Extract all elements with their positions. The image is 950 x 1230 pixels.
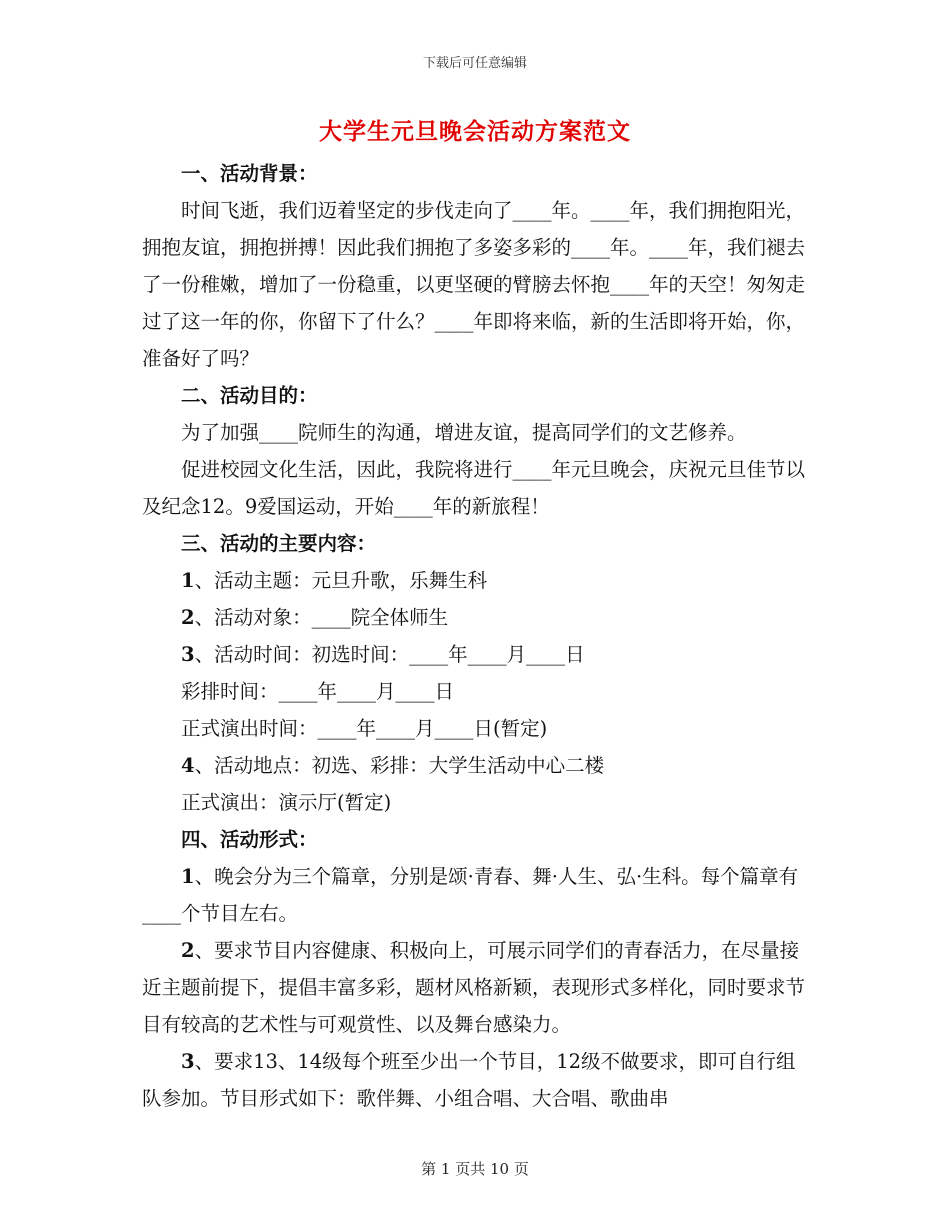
item-text: 、活动对象：____院全体师生	[194, 606, 449, 629]
item-text: 、活动主题：元旦升歌，乐舞生科	[194, 569, 488, 592]
item-text: 、活动时间：初选时间：____年____月____日	[194, 643, 585, 666]
paragraph: 促进校园文化生活，因此，我院将进行____年元旦晚会，庆祝元旦佳节以及纪念12。9爱国运动，开始____年的新旅程！	[142, 458, 806, 518]
list-item	[142, 932, 812, 1043]
item-number: 3	[181, 643, 195, 666]
item-number: 1	[181, 865, 195, 888]
item-text: 彩排时间：____年____月____日	[181, 680, 455, 703]
item-text: 正式演出：演示厅(暂定)	[181, 791, 392, 814]
item-number: 2	[181, 939, 195, 962]
list-item	[142, 599, 812, 636]
item-text: 、要求13、14级每个班至少出一个节目，12级不做要求，即可自行组队参加。节目形式如下：歌伴舞、小组合唱、大合唱、歌曲串	[142, 1050, 796, 1110]
paragraph: 时间飞逝，我们迈着坚定的步伐走向了____年。____年，我们拥抱阳光，拥抱友谊，拥抱拼搏！因此我们拥抱了多姿多彩的____年。____年，我们褪去了一份稚嫩，增加了一份稳重，以更坚硬的臂膀去怀抱____年的天空！匆匆走过了这一年的你，你留下了什么？____年即将来临，新的生活即将开始，你，准备好了吗？	[142, 199, 806, 370]
item-number: 2	[181, 606, 195, 629]
item-text: 、要求节目内容健康、积极向上，可展示同学们的青春活力，在尽量接近主题前提下，提倡丰富多彩，题材风格新颖，表现形式多样化，同时要求节目有较高的艺术性与可观赏性、以及舞台感染力。	[142, 939, 806, 1036]
item-text: 正式演出时间：____年____月____日(暂定)	[181, 717, 548, 740]
section-heading: 一、活动背景：	[181, 162, 318, 185]
list-item	[142, 747, 812, 784]
section-heading: 四、活动形式：	[181, 828, 318, 851]
list-item	[142, 710, 812, 747]
item-number: 1	[181, 569, 195, 592]
section-heading: 二、活动目的：	[181, 384, 318, 407]
section-heading: 三、活动的主要内容：	[181, 532, 377, 555]
item-number: 4	[181, 754, 195, 777]
item-number: 3	[181, 1050, 195, 1073]
list-item	[142, 562, 812, 599]
list-item	[142, 673, 812, 710]
document-title: 大学生元旦晚会活动方案范文	[319, 118, 631, 145]
item-text: 、活动地点：初选、彩排：大学生活动中心二楼	[194, 754, 605, 777]
page-footer: 第 1 页共 10 页	[421, 1160, 529, 1178]
paragraph: 为了加强____院师生的沟通，增进友谊，提高同学们的文艺修养。	[181, 421, 747, 444]
page-header: 下载后可任意编辑	[422, 56, 527, 71]
list-item	[142, 858, 812, 932]
document-body	[142, 155, 812, 1117]
item-text: 、晚会分为三个篇章，分别是颂·青春、舞·人生、弘·生科。每个篇章有____个节目左右。	[142, 865, 799, 925]
list-item	[142, 636, 812, 673]
list-item	[142, 784, 812, 821]
list-item	[142, 1043, 812, 1117]
